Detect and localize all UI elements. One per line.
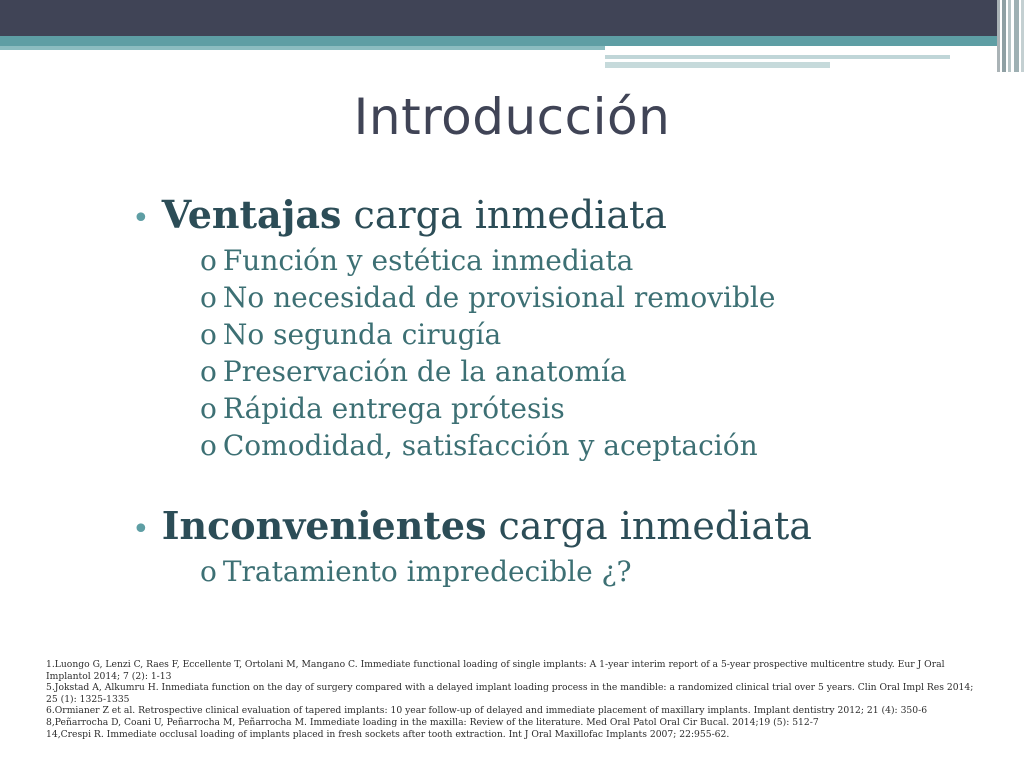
circle-bullet-icon: o <box>200 244 217 277</box>
header-dark-band <box>0 0 1024 36</box>
heading-bold: Inconvenientes <box>161 503 487 548</box>
list-item: o Preservación de la anatomía <box>200 355 627 388</box>
decorative-stripes <box>990 0 1024 72</box>
circle-bullet-icon: o <box>200 318 217 351</box>
list-item: o Función y estética inmediata <box>200 244 634 277</box>
list-item: o No necesidad de provisional removible <box>200 281 776 314</box>
reference-item: 5.Jokstad A, Alkumru H. Inmediata function on the day of surgery compared with a delayed implant loading process in the mandible: a randomized clinical trial over 5 years. Clin Oral Impl Res 2014; 25 (1): 1325-1335 <box>46 682 974 705</box>
bullet-icon: • <box>132 512 150 547</box>
header-teal-accent <box>0 46 605 50</box>
circle-bullet-icon: o <box>200 281 217 314</box>
section-heading <box>132 192 775 242</box>
section-inconvenientes <box>132 503 812 590</box>
heading-rest: carga inmediata <box>486 504 812 548</box>
circle-bullet-icon: o <box>200 429 217 462</box>
page-title: Introducción <box>353 88 671 146</box>
reference-item: 8,Peñarrocha D, Coani U, Peñarrocha M, Peñarrocha M. Immediate loading in the maxilla: Review of the literature. Med Oral Patol Oral Cir Bucal. 2014;19 (5): 512-7 <box>46 716 819 728</box>
header-teal-band <box>0 36 1000 46</box>
circle-bullet-icon: o <box>200 555 217 588</box>
list-item: o No segunda cirugía <box>200 318 502 351</box>
circle-bullet-icon: o <box>200 392 217 425</box>
heading-rest: carga inmediata <box>341 193 667 237</box>
section-heading <box>132 503 812 553</box>
heading-bold: Ventajas <box>161 192 342 237</box>
bullet-icon: • <box>132 201 150 236</box>
list-item: o Comodidad, satisfacción y aceptación <box>200 429 758 462</box>
section-ventajas <box>132 192 775 464</box>
list-item: o Tratamiento impredecible ¿? <box>200 555 632 588</box>
list-item: o Rápida entrega prótesis <box>200 392 565 425</box>
circle-bullet-icon: o <box>200 355 217 388</box>
reference-item: 6.Ormianer Z et al. Retrospective clinical evaluation of tapered implants: 10 year follow-up of delayed and immediate placement of maxillary implants. Implant dentistry 2012; 21 (4): 350-6 <box>46 705 928 717</box>
reference-item: 1.Luongo G, Lenzi C, Raes F, Eccellente T, Ortolani M, Mangano C. Immediate functional loading of single implants: A 1-year interim report of a 5-year prospective multicentre study. Eur J Oral Implantol 2014; 7 (2): 1-13 <box>46 659 945 682</box>
header-light-line <box>605 55 950 59</box>
header-light-line-2 <box>605 62 830 68</box>
reference-item: 14,Crespi R. Immediate occlusal loading of implants placed in fresh sockets after tooth extraction. Int J Oral Maxillofac Implants 2007; 22:955-62. <box>46 728 730 740</box>
references <box>46 659 986 740</box>
